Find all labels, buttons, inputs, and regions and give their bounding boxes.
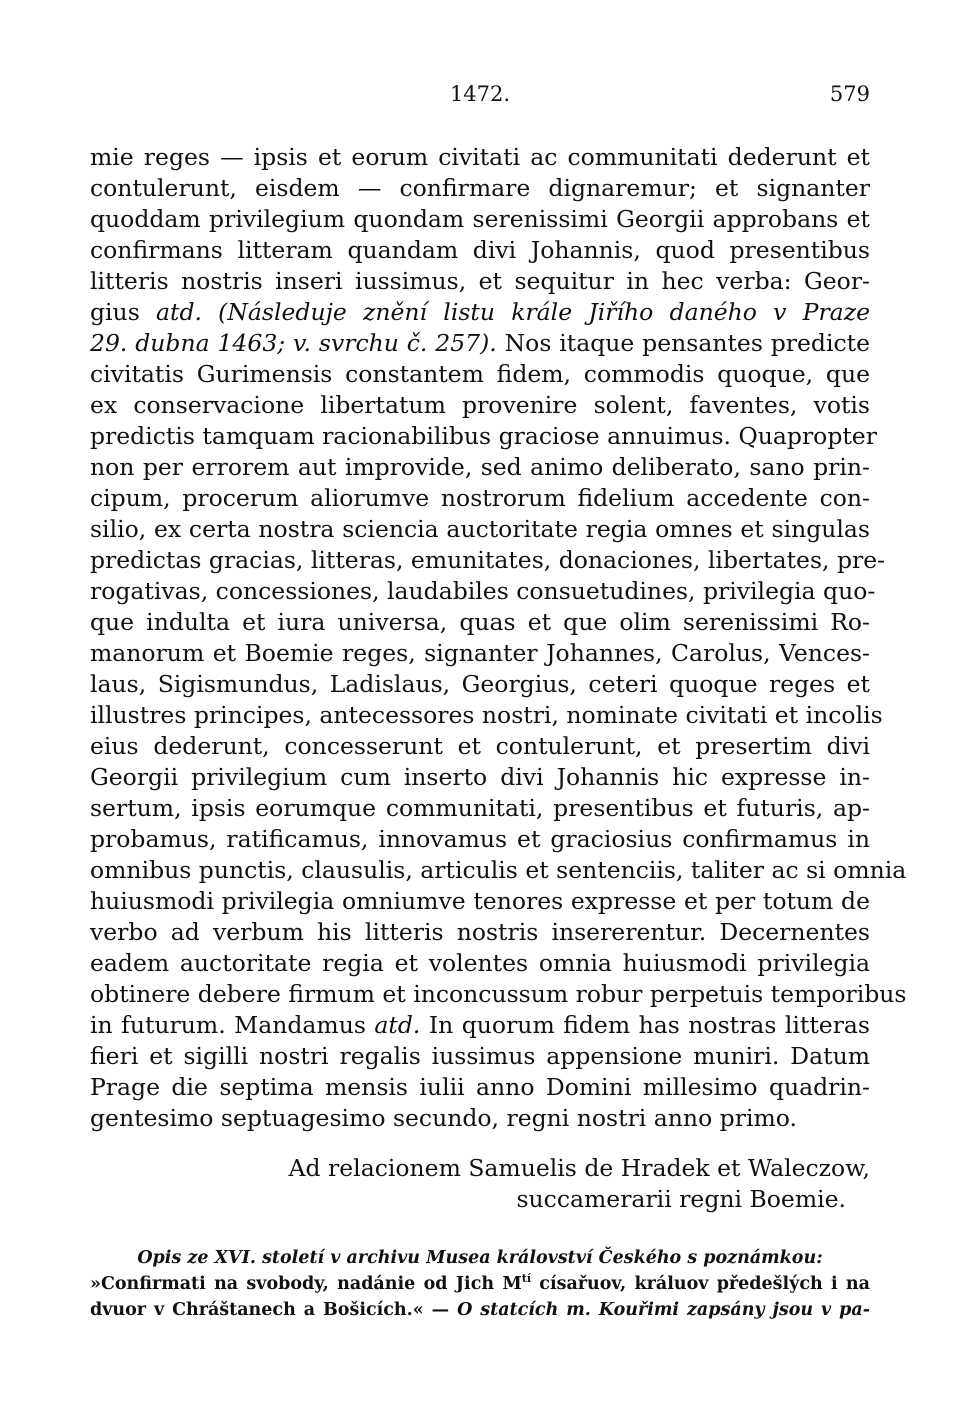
main-text [90, 142, 907, 1134]
text-line [90, 328, 870, 359]
text-line [90, 173, 870, 204]
text-segment: probamus, ratificamus, innovamus et graciosius confirmamus in [90, 825, 870, 853]
text-line [90, 421, 877, 452]
text-line [90, 700, 883, 731]
text-line [90, 545, 886, 576]
italic-text: atd. (Následuje znění listu krále Jiřího daného v Praze [155, 298, 870, 326]
running-head-year: 1472. [449, 82, 511, 106]
text-segment: obtinere debere firmum et inconcussum robur perpetuis temporibus [90, 980, 907, 1008]
text-segment: litteris nostris inseri iussimus, et sequitur in hec verba: Geor- [90, 267, 870, 295]
text-segment: gius [90, 298, 156, 326]
footnote-line [90, 1271, 870, 1297]
text-line [90, 1041, 870, 1072]
text-segment: non per errorem aut improvide, sed animo deliberato, sano prin- [90, 453, 870, 481]
footnote-line: Opis ze XVI. století v archivu Musea království Českého s poznámkou: [137, 1248, 823, 1268]
text-segment: rogativas, concessiones, laudabiles consuetudines, privilegia quo- [90, 577, 876, 605]
text-segment: cipum, procerum aliorumve nostrorum fidelium accedente con- [90, 484, 870, 512]
text-segment: fieri et sigilli nostri regalis iussimus appensione muniri. Datum [90, 1042, 870, 1070]
text-line [90, 731, 870, 762]
text-segment: predictas gracias, litteras, emunitates, donaciones, libertates, pre- [90, 546, 886, 574]
text-segment: huiusmodi privilegia omniumve tenores expresse et per totum de [90, 887, 870, 915]
text-segment: omnibus punctis, clausulis, articulis et sentenciis, taliter ac si omnia [90, 856, 907, 884]
text-line [90, 1072, 870, 1103]
footnote-text: »Confirmati na svobody, nadánie od Jich M [90, 1274, 522, 1294]
text-segment: verbo ad verbum his litteris nostris insererentur. Decernentes [90, 918, 870, 946]
text-line [90, 948, 870, 979]
italic-text: atd. [374, 1011, 421, 1039]
text-segment: eius dederunt, concesserunt et contulerunt, et presertim divi [90, 732, 870, 760]
text-line [90, 483, 870, 514]
text-segment: ex conservacione libertatum provenire solent, faventes, votis [90, 391, 870, 419]
text-line [90, 576, 876, 607]
text-line [90, 390, 870, 421]
text-segment: civitatis Gurimensis constantem fidem, commodis quoque, que [90, 360, 870, 388]
text-line [90, 452, 870, 483]
text-line [90, 142, 870, 173]
page-number: 579 [829, 82, 870, 106]
text-line [90, 917, 870, 948]
text-line [90, 514, 870, 545]
text-segment: Nos itaque pensantes predicte [496, 329, 870, 357]
footnote-text: císařuov, králuov předešlých i na [531, 1274, 870, 1294]
text-segment: mie reges — ipsis et eorum civitati ac communitati dederunt et [90, 143, 870, 171]
text-segment: manorum et Boemie reges, signanter Johannes, Carolus, Vences- [90, 639, 870, 667]
text-segment: gentesimo septuagesimo secundo, regni nostri anno primo. [90, 1104, 797, 1132]
text-line [90, 204, 870, 235]
text-segment: Prage die septima mensis iulii anno Domini millesimo quadrin- [90, 1073, 870, 1101]
text-segment: contulerunt, eisdem — confirmare dignaremur; et signanter [90, 174, 870, 202]
text-segment: predictis tamquam racionabilibus graciose annuimus. Quapropter [90, 422, 877, 450]
text-line [90, 266, 870, 297]
text-line [90, 1103, 870, 1134]
text-segment: quoddam privilegium quondam serenissimi Georgii approbans et [90, 205, 870, 233]
footnote-italic-text: O statcích m. Kouřimi zapsány jsou v pa- [457, 1300, 870, 1320]
footnote-text: dvuor v Chráštanech a Bošicích.« — [90, 1300, 458, 1320]
text-line [90, 855, 907, 886]
text-line [90, 607, 870, 638]
text-line [90, 1010, 870, 1041]
text-segment: que indulta et iura universa, quas et que olim serenissimi Ro- [90, 608, 870, 636]
footnote [90, 1245, 870, 1323]
text-segment: laus, Sigismundus, Ladislaus, Georgius, ceteri quoque reges et [90, 670, 870, 698]
text-line [90, 886, 870, 917]
text-line [90, 762, 870, 793]
signature-line: Ad relacionem Samuelis de Hradek et Waleczow, [288, 1154, 870, 1182]
signature-line: succamerarii regni Boemie. [516, 1185, 846, 1213]
text-segment: silio, ex certa nostra sciencia auctoritate regia omnes et singulas [90, 515, 870, 543]
text-segment: Georgii privilegium cum inserto divi Johannis hic expresse in- [90, 763, 870, 791]
text-segment: eadem auctoritate regia et volentes omnia huiusmodi privilegia [90, 949, 870, 977]
text-segment: confirmans litteram quandam divi Johannis, quod presentibus [90, 236, 870, 264]
text-line [90, 669, 870, 700]
text-line [90, 824, 870, 855]
signature-block [90, 1153, 870, 1215]
text-line [90, 297, 870, 328]
text-line [90, 793, 870, 824]
text-segment: illustres principes, antecessores nostri, nominate civitati et incolis [90, 701, 883, 729]
text-line [90, 359, 870, 390]
text-line [90, 235, 870, 266]
text-line [90, 638, 870, 669]
footnote-superscript: tí [521, 1272, 531, 1286]
text-segment: in futurum. Mandamus [90, 1011, 375, 1039]
page-header [90, 82, 870, 112]
italic-text: 29. dubna 1463; v. svrchu č. 257). [90, 329, 497, 357]
footnote-line [90, 1297, 870, 1323]
text-segment: In quorum fidem has nostras litteras [420, 1011, 870, 1039]
text-segment: sertum, ipsis eorumque communitati, presentibus et futuris, ap- [90, 794, 870, 822]
text-line [90, 979, 907, 1010]
